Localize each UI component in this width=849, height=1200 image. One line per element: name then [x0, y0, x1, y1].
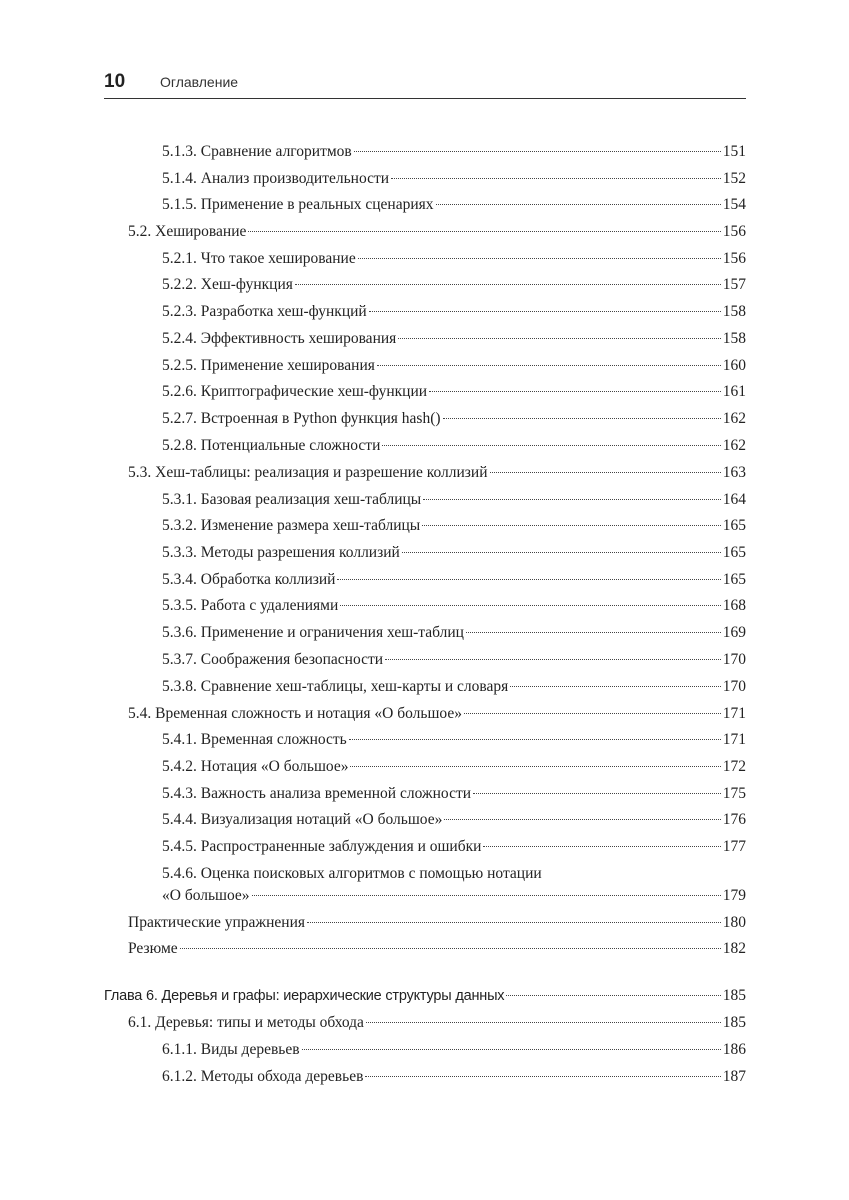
toc-entry[interactable] [162, 729, 746, 751]
toc-entry[interactable] [162, 194, 746, 216]
dot-leader [180, 948, 721, 949]
toc-entry-title: 5.2.1. Что такое хеширование [162, 250, 356, 267]
toc-entry-title: 5.2.2. Хеш-функция [162, 276, 293, 293]
dot-leader [354, 151, 721, 152]
toc-chapter-title: Глава 6. Деревья и графы: иерархические структуры данных [104, 988, 505, 1004]
toc-entry[interactable] [162, 515, 746, 537]
dot-leader [444, 819, 720, 820]
toc-entry-page: 165 [722, 571, 746, 588]
toc-entry-page: 170 [722, 678, 746, 695]
toc-entry[interactable] [128, 221, 746, 243]
toc-entry-page: 176 [722, 811, 746, 828]
toc-entry-title: 5.2.3. Разработка хеш-функций [162, 303, 367, 320]
toc-entry-page: 171 [722, 731, 746, 748]
toc-entry-title: 5.4.3. Важность анализа временной сложности [162, 785, 472, 802]
toc-entry[interactable] [162, 756, 746, 778]
toc-entry-title: 5.3.8. Сравнение хеш-таблицы, хеш-карты и словаря [162, 678, 509, 695]
toc-entry[interactable] [162, 248, 746, 270]
toc-entry-page: 163 [722, 464, 746, 481]
dot-leader [483, 846, 720, 847]
dot-leader [350, 766, 720, 767]
toc-entry-page: 162 [722, 410, 746, 427]
toc-entry-title: 5.3. Хеш-таблицы: реализация и разрешение коллизий [128, 464, 488, 481]
toc-entry-title: 5.3.7. Соображения безопасности [162, 651, 384, 668]
toc-chapter-entry[interactable] [104, 985, 746, 1007]
toc-entry-page: 164 [722, 491, 746, 508]
dot-leader [369, 311, 721, 312]
dot-leader [423, 499, 721, 500]
toc-entry-page: 154 [722, 196, 746, 213]
toc-entry[interactable] [162, 168, 746, 190]
toc-entry-page: 165 [722, 517, 746, 534]
dot-leader [422, 525, 721, 526]
toc-entry-title: 5.2.5. Применение хеширования [162, 357, 375, 374]
dot-leader [382, 445, 720, 446]
toc-entry-page: 177 [722, 838, 746, 855]
toc-entry-title: 5.4. Временная сложность и нотация «О большое» [128, 705, 462, 722]
dot-leader [295, 284, 721, 285]
toc-entry[interactable] [128, 1012, 746, 1034]
toc-entry[interactable] [162, 1066, 746, 1088]
toc-entry-title: 5.3.2. Изменение размера хеш-таблицы [162, 517, 421, 534]
toc-entry[interactable] [128, 912, 746, 934]
dot-leader [473, 793, 721, 794]
toc-entry[interactable] [162, 301, 746, 323]
toc-entry-page: 179 [722, 887, 746, 904]
page-number: 10 [104, 71, 126, 92]
dot-leader [398, 338, 720, 339]
toc-entry[interactable] [162, 408, 746, 430]
dot-leader [510, 686, 720, 687]
toc-entry-page: 161 [722, 383, 746, 400]
toc-entry-page: 156 [722, 223, 746, 240]
dot-leader [252, 895, 721, 896]
toc-entry-page: 170 [722, 651, 746, 668]
toc-entry-title: 5.1.5. Применение в реальных сценариях [162, 196, 434, 213]
toc-entry-title: 5.4.1. Временная сложность [162, 731, 347, 748]
toc-entry[interactable] [162, 649, 746, 671]
toc-entry[interactable] [162, 328, 746, 350]
toc-entry-title: 5.4.4. Визуализация нотаций «О большое» [162, 811, 443, 828]
toc-entry-page: 187 [722, 1068, 746, 1085]
toc-entry-title: 5.3.1. Базовая реализация хеш-таблицы [162, 491, 422, 508]
toc-entry-title: Резюме [128, 940, 178, 957]
toc-entry-page: 185 [722, 987, 746, 1004]
toc-entry-page: 168 [722, 597, 746, 614]
dot-leader [302, 1049, 721, 1050]
dot-leader [466, 632, 721, 633]
toc-entry[interactable] [162, 783, 746, 805]
dot-leader [490, 472, 721, 473]
toc-entry-title: 5.2.7. Встроенная в Python функция hash() [162, 410, 441, 427]
toc-entry[interactable] [162, 141, 746, 163]
toc-entry-page: 175 [722, 785, 746, 802]
dot-leader [402, 552, 721, 553]
toc-entry[interactable] [162, 569, 746, 591]
dot-leader [337, 579, 720, 580]
toc-entry[interactable] [162, 274, 746, 296]
toc-entry[interactable] [162, 1039, 746, 1061]
toc-entry-title: 6.1.2. Методы обхода деревьев [162, 1068, 364, 1085]
toc-entry[interactable] [162, 809, 746, 831]
toc-entry[interactable] [162, 381, 746, 403]
toc-entry-title: 5.2.4. Эффективность хеширования [162, 330, 397, 347]
toc-entry-title: 5.3.3. Методы разрешения коллизий [162, 544, 400, 561]
running-title: Оглавление [160, 74, 239, 90]
toc-entry-title: 5.4.2. Нотация «О большое» [162, 758, 349, 775]
toc-entry-page: 156 [722, 250, 746, 267]
dot-leader [377, 365, 721, 366]
toc-entry[interactable] [162, 435, 746, 457]
toc-entry[interactable] [162, 622, 746, 644]
toc-entry-page: 157 [722, 276, 746, 293]
dot-leader [366, 1022, 721, 1023]
toc-entry-title: 5.4.6. Оценка поисковых алгоритмов с помощью нотации [162, 865, 542, 882]
dot-leader [436, 204, 721, 205]
toc-entry[interactable] [128, 938, 746, 960]
toc-entry-title: 5.3.6. Применение и ограничения хеш-таблиц [162, 624, 464, 641]
toc-entry-title: 6.1. Деревья: типы и методы обхода [128, 1014, 364, 1031]
toc-entry-page: 171 [722, 705, 746, 722]
toc-entry-page: 162 [722, 437, 746, 454]
toc-entry[interactable] [162, 595, 746, 617]
toc-entry[interactable] [162, 355, 746, 377]
toc-entry-page: 186 [722, 1041, 746, 1058]
toc-entry[interactable] [128, 703, 746, 725]
page-header [104, 70, 746, 99]
dot-leader [365, 1076, 720, 1077]
toc-entry-title: 5.1.4. Анализ производительности [162, 170, 390, 187]
dot-leader [464, 713, 721, 714]
dot-leader [385, 659, 721, 660]
dot-leader [391, 178, 721, 179]
toc-entry-title: 5.3.5. Работа с удалениями [162, 597, 339, 614]
toc-entry[interactable] [162, 676, 746, 698]
toc-entry-title: 5.2.8. Потенциальные сложности [162, 437, 381, 454]
toc-entry[interactable] [162, 489, 746, 511]
toc-entry-title: 5.1.3. Сравнение алгоритмов [162, 143, 352, 160]
dot-leader [358, 258, 721, 259]
toc-entry-page: 180 [722, 914, 746, 931]
toc-entry-page: 152 [722, 170, 746, 187]
toc-entry-page: 172 [722, 758, 746, 775]
toc-entry-page: 158 [722, 303, 746, 320]
toc-entry-title: 5.3.4. Обработка коллизий [162, 571, 336, 588]
toc-entry-title: 5.4.5. Распространенные заблуждения и ошибки [162, 838, 482, 855]
toc-entry-title: 6.1.1. Виды деревьев [162, 1041, 300, 1058]
toc-entry-page: 160 [722, 357, 746, 374]
toc-entry-title: 5.2. Хеширование [128, 223, 247, 240]
toc-entry-page: 185 [722, 1014, 746, 1031]
toc-entry-title: Практические упражнения [128, 914, 306, 931]
dot-leader [443, 418, 721, 419]
toc-entry[interactable] [162, 542, 746, 564]
toc-entry[interactable] [128, 462, 746, 484]
toc-entry-title: 5.2.6. Криптографические хеш-функции [162, 383, 428, 400]
dot-leader [340, 605, 720, 606]
toc-entry-page: 151 [722, 143, 746, 160]
toc-entry[interactable] [162, 863, 746, 907]
toc-entry-page: 165 [722, 544, 746, 561]
toc-entry-page: 182 [722, 940, 746, 957]
dot-leader [349, 739, 721, 740]
toc-entry-page: 169 [722, 624, 746, 641]
dot-leader [429, 391, 721, 392]
toc-entry[interactable] [162, 836, 746, 858]
dot-leader [307, 922, 721, 923]
toc-entry-title-continued: «О большое» [162, 887, 250, 904]
dot-leader [506, 995, 720, 996]
toc-entry-page: 158 [722, 330, 746, 347]
dot-leader [248, 231, 720, 232]
